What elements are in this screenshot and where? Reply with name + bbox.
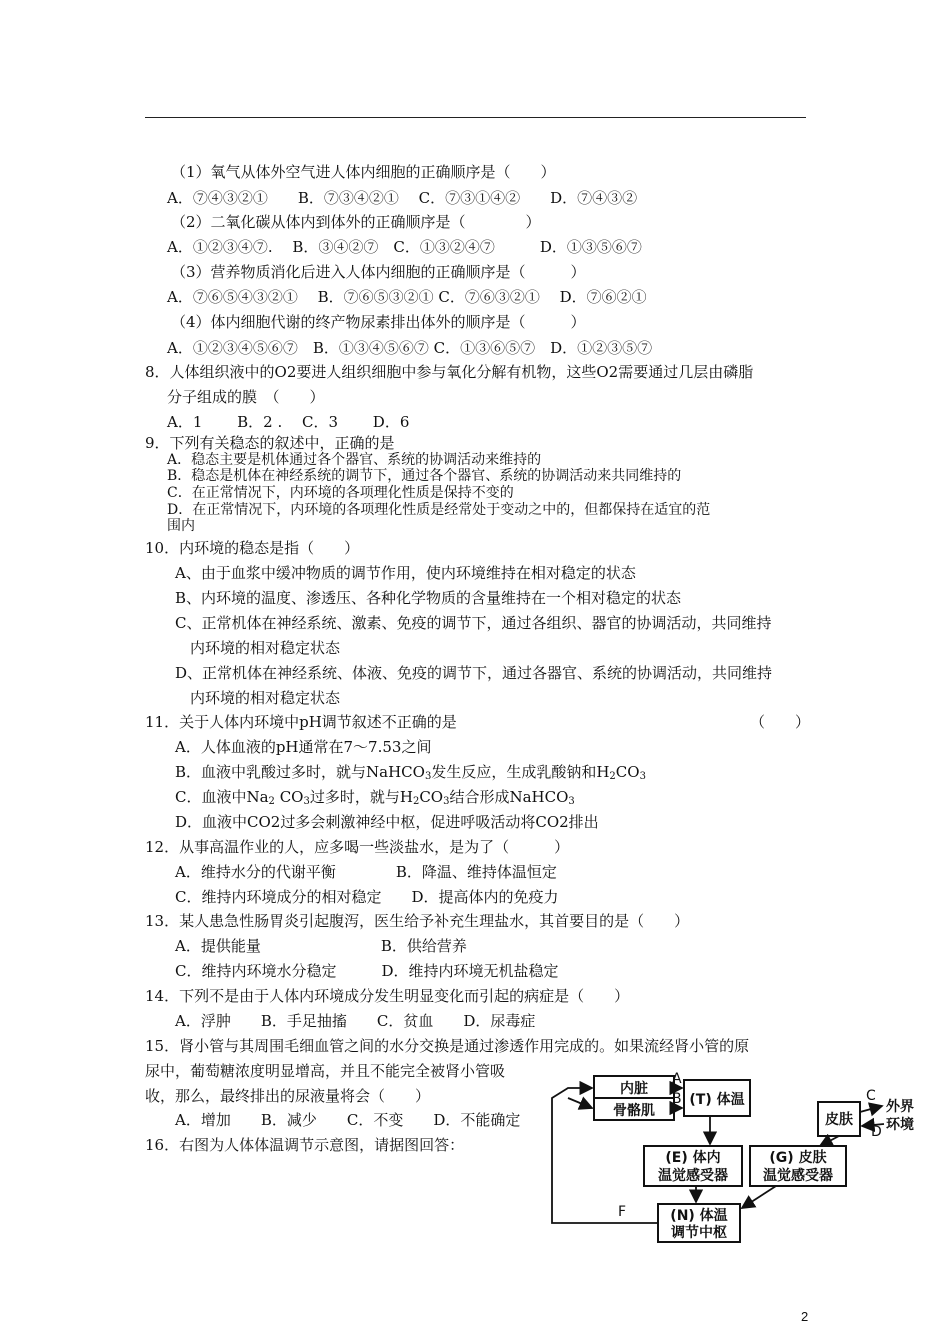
q10-option-d-cont: 内环境的相对稳定状态 xyxy=(190,689,341,707)
q9-option-b: B．稳态是机体在神经系统的调节下，通过各个器官、系统的协调活动来共同维持的 xyxy=(167,468,682,484)
q9-stem: 9．下列有关稳态的叙述中，正确的是 xyxy=(145,434,395,452)
q7-sub1: （1）氧气从体外空气进人体内细胞的正确顺序是（ ） xyxy=(171,163,556,181)
q11-option-b: B．血液中乳酸过多时，就与NaHCO$_3$发生反应，生成乳酸钠和$H_2CO_3$ xyxy=(175,763,646,782)
q13-options-cd: C．维持内环境水分稳定 D．维持内环境无机盐稳定 xyxy=(175,962,559,980)
q9-option-c: C．在正常情况下，内环境的各项理化性质是保持不变的 xyxy=(167,485,514,501)
q9-option-a: A．稳态主要是机体通过各个器官、系统的协调活动来维持的 xyxy=(167,452,542,468)
q9-option-d: D．在正常情况下，内环境的各项理化性质是经常处于变动之中的，但都保持在适宜的范 xyxy=(167,502,711,518)
q10-option-c: C、正常机体在神经系统、激素、免疫的调节下，通过各组织、器官的协调活动，共同维持 xyxy=(175,614,772,632)
q10-option-b: B、内环境的温度、渗透压、各种化学物质的含量维持在一个相对稳定的状态 xyxy=(175,589,682,607)
skeletal-muscle-label: 骨骼肌 xyxy=(613,1103,655,1119)
q11-option-a: A．人体血液的pH通常在7～7.53之间 xyxy=(175,738,432,756)
q16-stem: 16．右图为人体体温调节示意图，请据图回答： xyxy=(145,1136,465,1154)
q7-sub4: （4）体内细胞代谢的终产物尿素排出体外的顺序是（ ） xyxy=(171,313,586,331)
q8-options: A．1 B．2 . C．3 D．6 xyxy=(167,413,410,431)
regulation-center-label-2: 调节中枢 xyxy=(671,1225,727,1241)
q7-sub1-options: A．⑦④③②① B．⑦③④②① C．⑦③①④② D．⑦④③② xyxy=(167,189,638,207)
arrow-skin-receptor-to-center xyxy=(742,1186,776,1208)
q15-stem: 15．肾小管与其周围毛细血管之间的水分交换是通过渗透作用完成的。如果流经肾小管的原 xyxy=(145,1037,750,1055)
q8-stem-cont: 分子组成的膜 （ ） xyxy=(167,388,325,406)
q9-option-d-cont: 围内 xyxy=(167,518,195,534)
label-b: B xyxy=(672,1091,682,1107)
q7-sub2: （2）二氧化碳从体内到体外的正确顺序是（ ） xyxy=(171,213,541,231)
environment-label-2: 环境 xyxy=(886,1117,914,1133)
q14-options: A．浮肿 B．手足抽搐 C．贫血 D．尿毒症 xyxy=(175,1012,536,1030)
internal-receptor-label-2: 温觉感受器 xyxy=(658,1168,728,1184)
header-rule xyxy=(145,117,806,118)
q11-option-d: D．血液中CO2过多会刺激神经中枢，促进呼吸活动将CO2排出 xyxy=(175,813,599,831)
q11-stem: 11．关于人体内环境中pH调节叙述不正确的是 xyxy=(145,713,457,731)
q14-stem: 14．下列不是由于人体内环境成分发生明显变化而引起的病症是（ ） xyxy=(145,987,630,1005)
skin-label: 皮肤 xyxy=(825,1112,853,1128)
q15-stem-cont2: 收，那么，最终排出的尿液量将会（ ） xyxy=(145,1087,431,1105)
q7-sub2-options: A．①②③④⑦. B．③④②⑦ C．①③②④⑦ D．①③⑤⑥⑦ xyxy=(167,238,642,256)
q10-option-c-cont: 内环境的相对稳定状态 xyxy=(190,639,341,657)
q15-stem-cont1: 尿中，葡萄糖浓度明显增高，并且不能完全被肾小管吸 xyxy=(145,1062,506,1080)
q13-options-ab: A．提供能量 B．供给营养 xyxy=(175,937,467,955)
q13-stem: 13．某人患急性肠胃炎引起腹泻，医生给予补充生理盐水，其首要目的是（ ） xyxy=(145,912,690,930)
page-number: 2 xyxy=(801,1309,809,1324)
arrow-c xyxy=(860,1106,882,1112)
q10-stem: 10．内环境的稳态是指（ ） xyxy=(145,539,360,557)
skin-receptor-label-1: (G) 皮肤 xyxy=(769,1150,827,1166)
q10-option-d: D、正常机体在神经系统、体液、免疫的调节下，通过各器官、系统的协调活动，共同维持 xyxy=(175,664,773,682)
regulation-center-label-1: (N) 体温 xyxy=(670,1208,728,1224)
q12-options-ab: A．维持水分的代谢平衡 B．降温、维持体温恒定 xyxy=(175,863,557,881)
q10-option-a: A、由于血浆中缓冲物质的调节作用，使内环境维持在相对稳定的状态 xyxy=(175,564,636,582)
skin-receptor-label-2: 温觉感受器 xyxy=(763,1168,833,1184)
internal-receptor-label-1: (E) 体内 xyxy=(665,1150,721,1166)
q7-sub4-options: A．①②③④⑤⑥⑦ B．①③④⑤⑥⑦ C．①③⑥⑤⑦ D．①②③⑤⑦ xyxy=(167,339,653,357)
environment-label-1: 外界 xyxy=(886,1099,914,1115)
label-d: D xyxy=(871,1124,882,1140)
q8-stem: 8．人体组织液中的O2要进人组织细胞中参与氧化分解有机物，这些O2需要通过几层由磷脂 xyxy=(145,363,754,381)
thermoregulation-diagram xyxy=(546,1066,946,1246)
body-temp-label: (T) 体温 xyxy=(689,1092,745,1108)
label-c: C xyxy=(866,1088,876,1104)
q12-options-cd: C．维持内环境成分的相对稳定 D．提高体内的免疫力 xyxy=(175,888,559,906)
q15-options: A．增加 B．减少 C．不变 D．不能确定 xyxy=(175,1111,521,1129)
arrow-f-to-muscle xyxy=(568,1098,592,1108)
label-f: F xyxy=(618,1204,627,1220)
q12-stem: 12．从事高温作业的人，应多喝一些淡盐水，是为了（ ） xyxy=(145,838,570,856)
q7-sub3: （3）营养物质消化后进入人体内细胞的正确顺序是（ ） xyxy=(171,263,586,281)
label-a: A xyxy=(672,1071,682,1087)
q11-answer-blank: （ ） xyxy=(750,713,811,731)
arrow-skin-to-receptor xyxy=(820,1136,839,1146)
q7-sub3-options: A．⑦⑥⑤④③②① B．⑦⑥⑤③②① C．⑦⑥③②① D．⑦⑥②① xyxy=(167,288,647,306)
q11-option-c: C．血液中$Na_2$ $CO_3$过多时，就与$H_2CO_3$结合形成NaHCO$_3$ xyxy=(175,788,575,807)
viscera-label: 内脏 xyxy=(620,1081,648,1097)
